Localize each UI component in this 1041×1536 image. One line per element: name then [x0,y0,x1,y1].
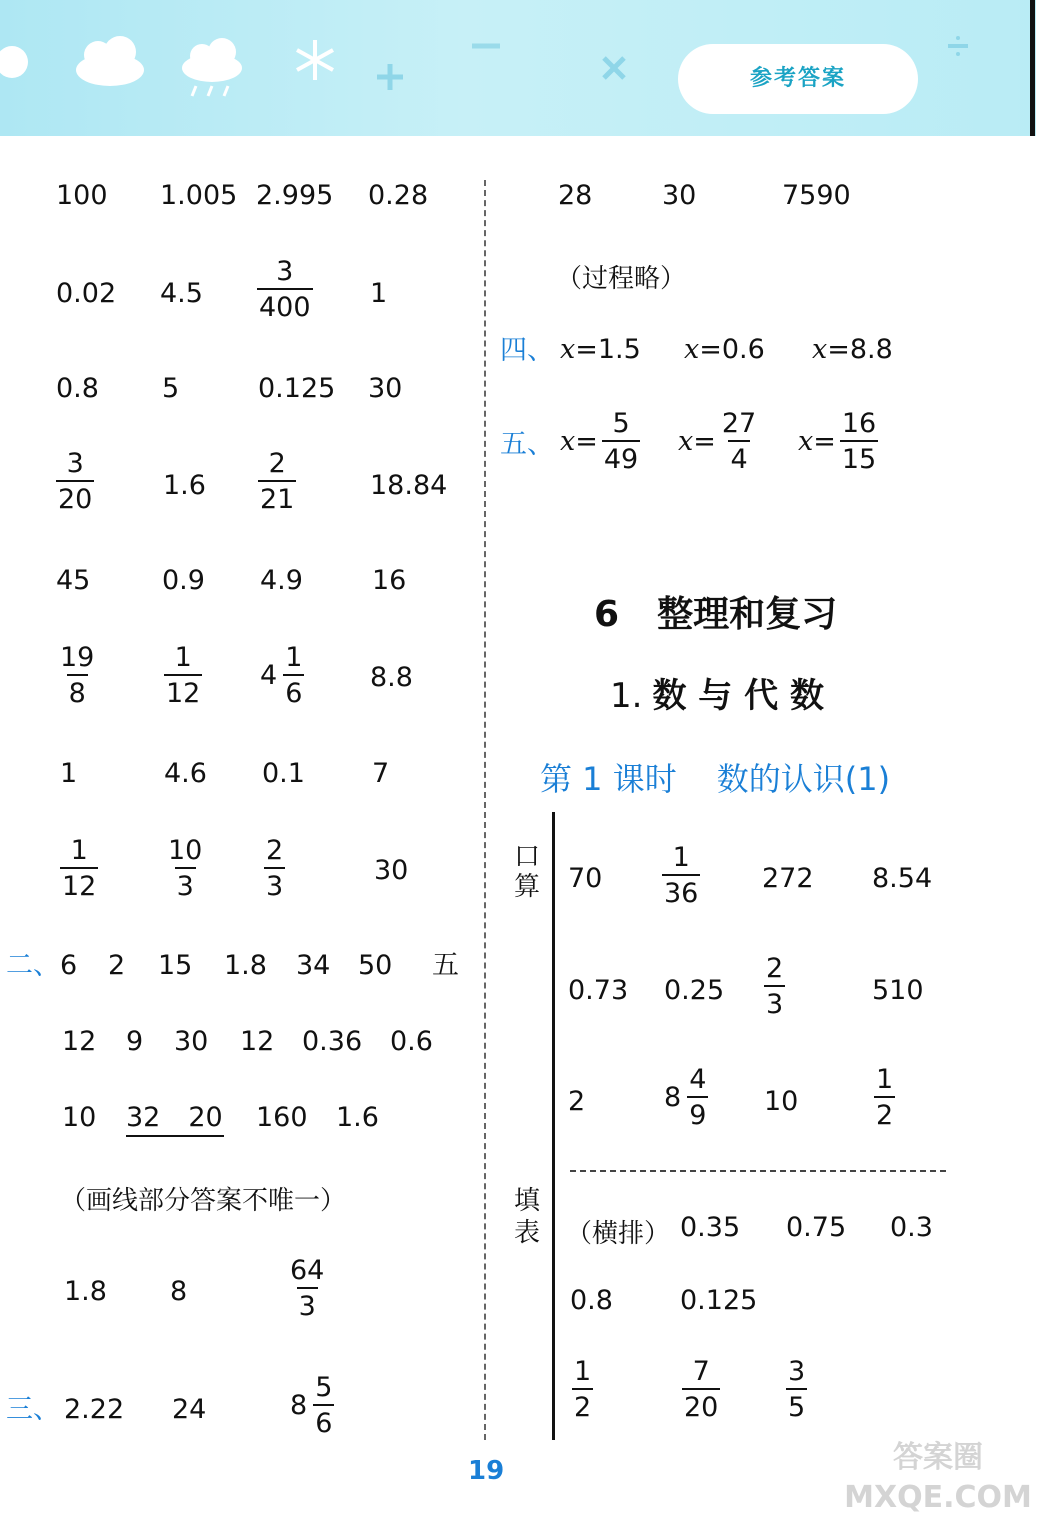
grid-cell: 16 [372,565,407,596]
denominator: 20 [682,1388,720,1421]
answer: 1.6 [336,1102,379,1133]
section-label: 三、 [6,1394,60,1425]
unit-title: 数 与 代 数 [652,676,824,716]
answer: 0.36 [302,1026,363,1057]
numerator: 16 [841,408,877,439]
answer-badge: 参考答案 [678,44,918,114]
answer-fraction [288,1257,326,1320]
whole-part: 8 [664,1082,682,1113]
answer: 34 [296,950,331,981]
lesson-title: 数的认识(1) [716,760,891,798]
table-cell: 0.8 [570,1285,613,1316]
numerator: 3 [788,1356,806,1387]
section-label: 四、 [500,335,554,366]
equals-sign: = [827,334,850,365]
table-cell: 70 [568,863,603,894]
solution-value: 8.8 [849,334,893,365]
variable: x [678,426,694,457]
numerator: 2 [268,448,286,479]
table-dashed-rule [570,1170,946,1172]
answer: 160 [256,1102,308,1133]
fraction-part [313,1374,334,1437]
plus-icon [377,64,403,90]
answer: 50 [358,950,393,981]
sun-icon [0,46,28,78]
equals-sign: = [699,334,722,365]
numerator: 1 [70,835,88,866]
grid-cell: 5 [162,373,180,404]
grid-cell: 0.8 [56,373,99,404]
section-label: 二、 [6,950,60,981]
chapter-title: 整理和复习 [657,594,838,635]
denominator: 400 [257,288,313,321]
numerator: 10 [168,835,203,866]
answer: 24 [172,1394,207,1425]
denominator: 6 [283,674,304,707]
table-cell: 8.54 [872,863,933,894]
equals-sign: = [813,426,836,457]
denominator: 2 [572,1388,593,1421]
grid-cell: 4.5 [160,278,203,309]
denominator: 21 [258,480,296,513]
numerator: 2 [766,953,784,984]
grid-cell: 0.1 [262,758,305,789]
answer: 32 [126,1102,161,1133]
solution-value: 0.6 [721,334,765,365]
page-number: 19 [468,1456,505,1486]
denominator: 3 [264,867,285,900]
grid-fraction [60,837,98,900]
snowflake-icon [297,40,333,80]
fraction-part [687,1066,708,1129]
table-cell: 2 [568,1086,586,1117]
table-fraction [662,844,700,907]
table-fraction [682,1358,720,1421]
table-mixed-number [664,1066,708,1129]
answer: 1.8 [64,1276,107,1307]
denominator: 6 [313,1404,334,1437]
grid-cell: 1.005 [160,180,238,211]
denominator: 8 [67,674,88,707]
numerator: 1 [574,1356,592,1387]
denominator: 3 [764,985,785,1018]
grid-cell: 0.28 [368,180,429,211]
answer: 12 [62,1026,97,1057]
answer-mixed-number [290,1374,334,1437]
page-edge [1030,0,1035,136]
rain-cloud-icon [182,38,242,96]
grid-cell: 1 [60,758,78,789]
table-fraction [764,955,785,1018]
variable: x [560,334,576,365]
numerator: 19 [60,642,95,673]
grid-fraction [257,258,313,321]
numerator: 1 [174,642,192,673]
table-cell: 0.125 [680,1285,758,1316]
equals-sign: = [575,426,598,457]
solution-fraction [602,410,640,473]
unit-heading [610,668,824,717]
grid-mixed-number [260,644,304,707]
table-cell: 0.75 [786,1212,847,1243]
grid-cell: 7 [372,758,390,789]
denominator: 4 [728,440,749,473]
answer: 30 [662,180,697,211]
process-note: （过程略） [556,264,687,294]
denominator: 36 [662,874,700,907]
numerator: 4 [689,1064,707,1095]
numerator: 3 [276,256,294,287]
answer: 1.8 [224,950,267,981]
table-cell: 0.35 [680,1212,741,1243]
denominator: 3 [297,1287,318,1320]
equals-sign: = [575,334,598,365]
grid-cell: 8.8 [370,662,413,693]
table-cell: 0.3 [890,1212,933,1243]
equation-solution [798,410,878,473]
numerator: 1 [285,642,303,673]
denominator: 49 [602,440,640,473]
grid-cell: 100 [56,180,108,211]
grid-cell: 30 [368,373,403,404]
numerator: 1 [672,842,690,873]
equation-solution [560,410,640,473]
answer: 0.6 [390,1026,433,1057]
answer: 7590 [782,180,851,211]
answer: 8 [170,1276,188,1307]
grid-fraction [56,450,94,513]
variable: x [812,334,828,365]
variable: x [798,426,814,457]
table-cell: 10 [764,1086,799,1117]
grid-fraction [58,644,96,707]
label-tianbiao-bottom: 表 [514,1218,541,1248]
denominator: 9 [687,1096,708,1129]
chapter-heading [594,586,837,637]
table-fraction [786,1358,807,1421]
grid-cell: 1.6 [163,470,206,501]
numerator: 2 [266,835,284,866]
equation-solution [678,410,758,473]
row-note: （横排） [566,1219,671,1249]
equation-solution [560,334,641,365]
equation-solution [684,334,765,365]
answer: 2.22 [64,1394,125,1425]
answer: 10 [62,1102,97,1133]
answer: 9 [126,1026,144,1057]
grid-cell: 1 [370,278,388,309]
solution-value: 1.5 [597,334,641,365]
lesson-heading [540,754,890,800]
section-label: 五、 [500,429,554,460]
table-cell: 272 [762,863,814,894]
numerator: 3 [66,448,84,479]
grid-cell: 0.9 [162,565,205,596]
whole-part: 4 [260,660,278,691]
table-vertical-rule [552,812,555,1440]
numerator: 64 [290,1255,325,1286]
numerator: 27 [721,408,757,439]
label-tianbiao-top: 填 [514,1186,541,1216]
grid-cell: 18.84 [370,470,448,501]
lesson-label: 第 1 课时 [540,760,677,798]
numerator: 5 [315,1372,333,1403]
answer: 6 [60,950,78,981]
table-fraction [572,1358,593,1421]
column-divider [484,180,486,1440]
table-cell: 0.25 [664,975,725,1006]
answer: 五 [432,950,459,981]
grid-cell: 30 [374,855,409,886]
grid-fraction [264,837,285,900]
grid-cell: 2.995 [256,180,334,211]
variable: x [684,334,700,365]
denominator: 20 [56,480,94,513]
denominator: 12 [164,674,202,707]
underlined-answer [126,1104,224,1137]
table-fraction [874,1066,895,1129]
equation-solution [812,334,893,365]
grid-cell: 4.9 [260,565,303,596]
whole-part: 8 [290,1390,308,1421]
header-band [0,0,1036,136]
note-text: （画线部分答案不唯一） [60,1186,347,1216]
grid-cell: 45 [56,565,91,596]
answer: 20 [188,1102,223,1133]
table-cell: 0.73 [568,975,629,1006]
denominator: 15 [840,440,878,473]
solution-fraction [720,410,758,473]
grid-cell: 0.02 [56,278,117,309]
watermark: 答案圈 MXQE.COM [844,1440,1032,1515]
answer: 2 [108,950,126,981]
grid-cell: 0.125 [258,373,336,404]
cloud-icon [76,36,144,86]
denominator: 5 [786,1388,807,1421]
times-icon [604,58,624,78]
answer: 12 [240,1026,275,1057]
numerator: 5 [612,408,630,439]
answer: 28 [558,180,593,211]
variable: x [560,426,576,457]
answer: 30 [174,1026,209,1057]
denominator: 3 [175,867,196,900]
equals-sign: = [693,426,716,457]
label-kousuan-top: 口 [514,842,541,872]
unit-number: 1. [610,676,643,716]
table-cell: 510 [872,975,924,1006]
numerator: 7 [692,1356,710,1387]
denominator: 12 [60,867,98,900]
solution-fraction [840,410,878,473]
divide-icon [948,36,968,56]
fraction-part [283,644,304,707]
chapter-number: 6 [594,594,620,635]
grid-cell: 4.6 [164,758,207,789]
numerator: 1 [876,1064,894,1095]
answer: 15 [158,950,193,981]
grid-fraction [164,644,202,707]
label-kousuan-bottom: 算 [514,872,541,902]
denominator: 2 [874,1096,895,1129]
grid-fraction [258,450,296,513]
grid-fraction [166,837,204,900]
